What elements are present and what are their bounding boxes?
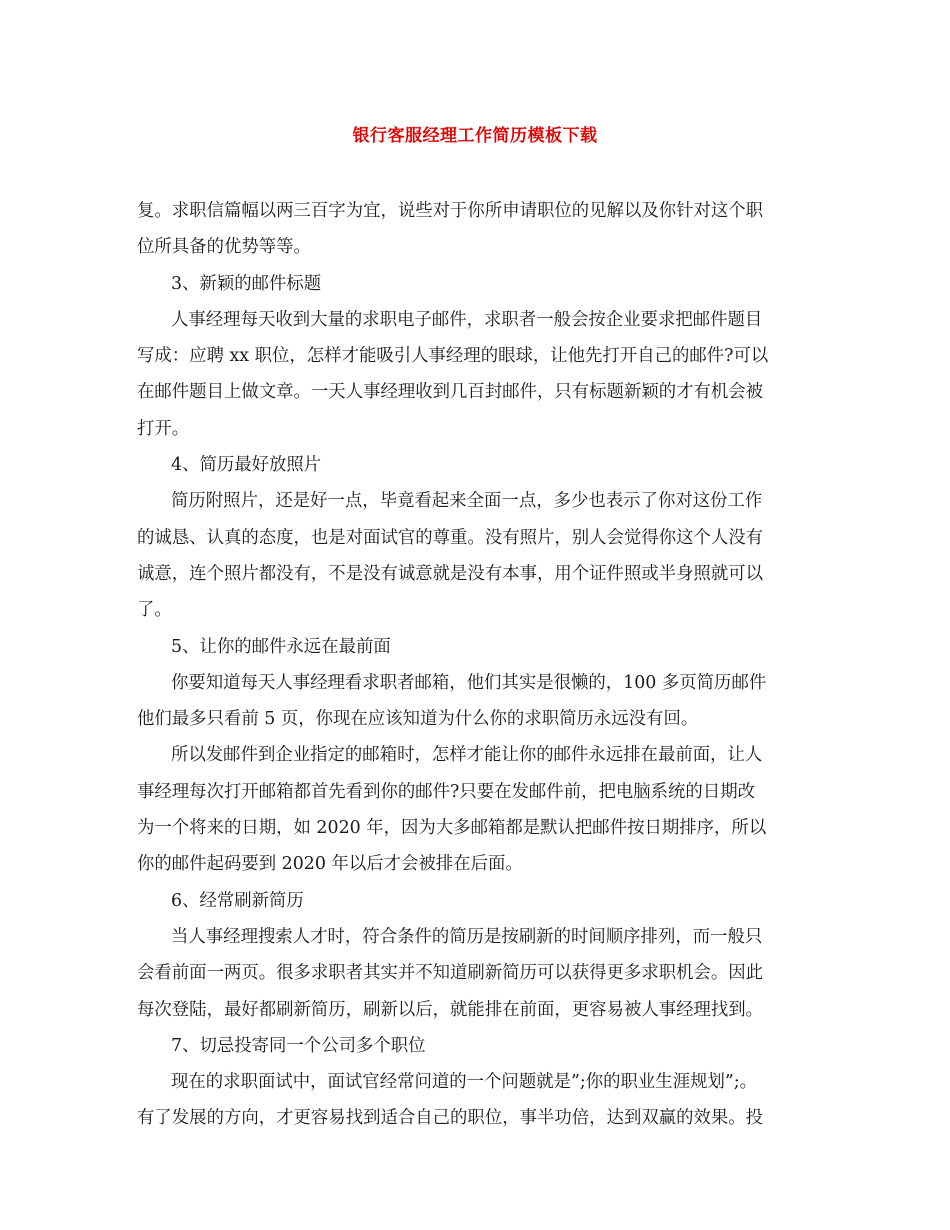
paragraph-line: 他们最多只看前 5 页，你现在应该知道为什么你的求职简历永远没有回。 [137,709,699,730]
paragraph-line: 复。求职信篇幅以两三百字为宜，说些对于你所申请职位的见解以及你针对这个职 [137,201,764,221]
paragraph-line: 的诚恳、认真的态度，也是对面试官的尊重。没有照片，别人会觉得你这个人没有 [137,527,764,548]
paragraph-line: 当人事经理搜索人才时，符合条件的简历是按刷新的时间顺序排列，而一般只 [171,926,763,947]
document-body [137,193,817,1137]
paragraph-line: 简历附照片，还是好一点，毕竟看起来全面一点，多少也表示了你对这份工作 [171,491,763,512]
paragraph-line: 你的邮件起码要到 2020 年以后才会被排在后面。 [137,854,523,875]
paragraph-line: 事经理每次打开邮箱都首先看到你的邮件?只要在发邮件前，把电脑系统的日期改 [137,781,755,802]
paragraph-line: 5、让你的邮件永远在最前面 [171,636,391,657]
paragraph-line: 每次登陆，最好都刷新简历，刷新以后，就能排在前面，更容易被人事经理找到。 [137,999,764,1020]
paragraph-line: 3、新颖的邮件标题 [171,273,322,294]
paragraph-line: 写成：应聘 xx 职位，怎样才能吸引人事经理的眼球，让他先打开自己的邮件?可以 [137,346,769,367]
paragraph-line: 所以发邮件到企业指定的邮箱时，怎样才能让你的邮件永远排在最前面，让人 [171,745,763,766]
paragraph-line: 了。 [137,600,172,621]
paragraph-line: 6、经常刷新简历 [171,890,304,911]
paragraph-line: 7、切忌投寄同一个公司多个职位 [171,1035,426,1056]
paragraph-line: 会看前面一两页。很多求职者其实并不知道刷新简历可以获得更多求职机会。因此 [137,963,764,984]
paragraph-line: 诚意，连个照片都没有，不是没有诚意就是没有本事，用个证件照或半身照就可以 [137,563,764,584]
paragraph-line: 人事经理每天收到大量的求职电子邮件，求职者一般会按企业要求把邮件题目 [171,309,763,330]
paragraph-line: 打开。 [137,418,190,439]
paragraph-line: 你要知道每天人事经理看求职者邮箱，他们其实是很懒的，100 多页简历邮件 [171,672,767,693]
paragraph-line: 位所具备的优势等等。 [137,237,311,258]
paragraph-line: 在邮件题目上做文章。一天人事经理收到几百封邮件，只有标题新颖的才有机会被 [137,382,764,403]
paragraph-line: 现在的求职面试中，面试官经常问道的一个问题就是”;你的职业生涯规划”;。 [171,1072,758,1093]
paragraph-line: 有了发展的方向，才更容易找到适合自己的职位，事半功倍，达到双赢的效果。投 [137,1108,764,1129]
paragraph-line: 为一个将来的日期，如 2020 年，因为大多邮箱都是默认把邮件按日期排序，所以 [137,818,767,839]
document-title: 银行客服经理工作简历模板下载 [352,126,598,146]
paragraph-line: 4、简历最好放照片 [171,455,322,476]
